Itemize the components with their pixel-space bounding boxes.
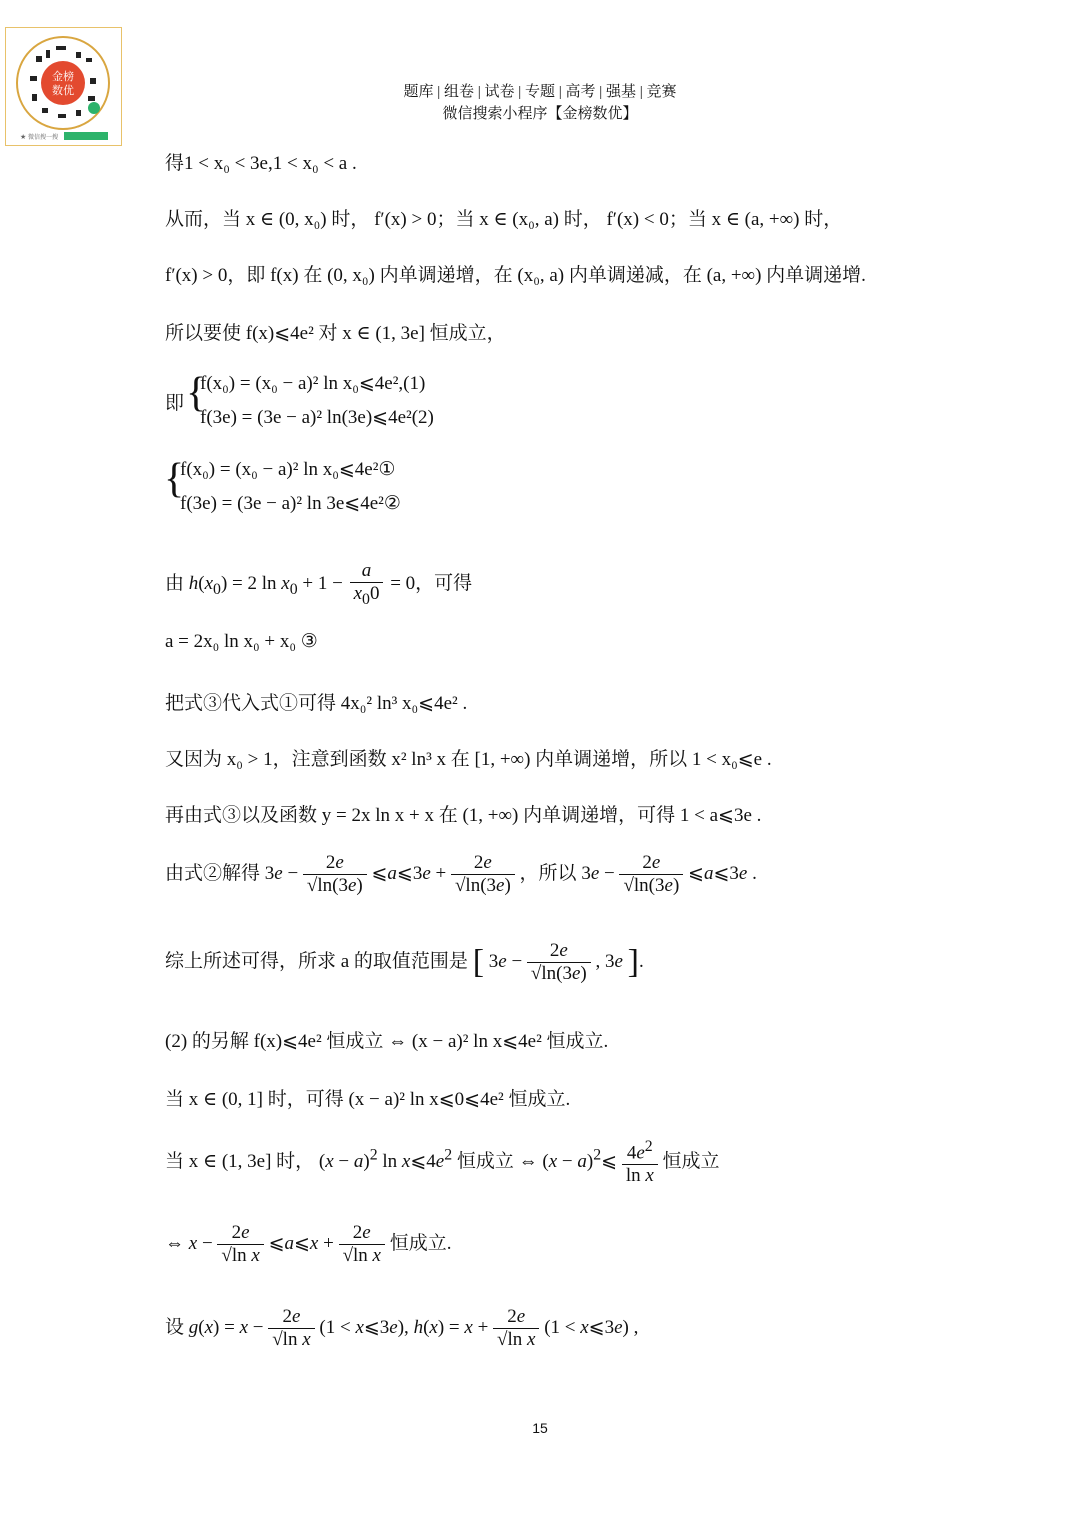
sys1-eq1: f(x₀) = (x₀ − a)² ln x₀⩽4e²,(1)	[200, 373, 426, 394]
page-number: 15	[532, 1420, 548, 1436]
sys2-eq2: f(3e) = (3e − a)² ln 3e⩽4e²②	[180, 493, 401, 514]
line-2: 从而，当 x ∈ (0, x₀) 时， f′(x) > 0；当 x ∈ (x₀, a) 时， f′(x) < 0；当 x ∈ (a, +∞) 时，	[165, 209, 843, 230]
line-a-eq: a = 2x₀ ln x₀ + x₀ ③	[165, 631, 318, 652]
line-define-gh: 设 g(x) = x − $\frac{2e}{\text{√ln x}}$ (1 < x⩽3e), h(x) = x + $\frac{2e}{\text{√ln x}}$ (1 < x⩽3e) ,	[165, 1306, 639, 1350]
qr-badge-text-2: 数优	[52, 84, 74, 97]
line-4: 所以要使 f(x)⩽4e² 对 x ∈ (1, 3e] 恒成立，	[165, 323, 506, 344]
line-a-range: 再由式③以及函数 y = 2x ln x + x 在 (1, +∞) 内单调递增，可得 1 < a⩽3e .	[165, 805, 762, 826]
h-line: 由 $h(x_0) = 2$ $\ln x_0 + 1$ − $\frac{a}{x_00}$ = 0，可得	[165, 560, 473, 608]
qr-badge-text-1: 金榜	[52, 70, 74, 83]
sys1-eq2: f(3e) = (3e − a)² ln(3e)⩽4e²(2)	[200, 407, 434, 428]
line-conclusion: 综上所述可得，所求 a 的取值范围是 [ 3e − $\frac{2e}{√\ln(3e)}$ , 3e ].	[165, 940, 644, 984]
brace-1: {	[186, 370, 207, 416]
line-case-01: 当 x ∈ (0, 1] 时，可得 (x − a)² ln x⩽0⩽4e² 恒成立.	[165, 1089, 571, 1110]
svg-text:★: ★	[20, 133, 27, 141]
line-equivalent: ⇔ x − $\frac{2e}{\text{√ln x}}$ ⩽a⩽x + $\frac{2e}{\text{√ln x}}$ 恒成立.	[165, 1222, 452, 1266]
line-alt-solution: (2) 的另解 f(x)⩽4e² 恒成立 ⇔ (x − a)² ln x⩽4e² 恒成立.	[165, 1031, 609, 1052]
line-3: f′(x) > 0，即 f(x) 在 (0, x₀) 内单调递增，在 (x₀, a) 内单调递减，在 (a, +∞) 内单调递增.	[165, 265, 866, 286]
line-case-13e: 当 x ∈ (1, 3e] 时， $(x - a)^2$ $\ln x⩽4e^2$ 恒成立 ⇔ $(x - a)^2⩽$ $\frac{4e^2}{\text{ln x}}$ 恒成立	[165, 1138, 720, 1187]
sys2-eq1: f(x₀) = (x₀ − a)² ln x₀⩽4e²①	[180, 459, 396, 480]
svg-text:微信搜一搜: 微信搜一搜	[28, 134, 59, 141]
line-1: 得1 < x₀ < 3e,1 < x₀ < a .	[165, 153, 357, 174]
line-substitute: 把式③代入式①可得 4x₀² ln³ x₀⩽4e² .	[165, 693, 468, 714]
line-solve-2: 由式②解得 3e − $\frac{2e}{√\ln(3e)}$ ⩽a⩽3e + $\frac{2e}{√\ln(3e)}$ ，所以 3e − $\frac{2e}{√\ln(3e)}$ ⩽a⩽3e .	[165, 852, 757, 896]
header-mini-program: 微信搜索小程序【金榜数优】	[442, 106, 638, 122]
label-ji: 即	[165, 393, 185, 414]
brace-2: {	[164, 456, 185, 502]
header-nav: 题库 | 组卷 | 试卷 | 专题 | 高考 | 强基 | 竞赛	[403, 84, 677, 100]
line-x0-range: 又因为 x₀ > 1，注意到函数 x² ln³ x 在 [1, +∞) 内单调递增，所以 1 < x₀⩽e .	[165, 749, 772, 770]
